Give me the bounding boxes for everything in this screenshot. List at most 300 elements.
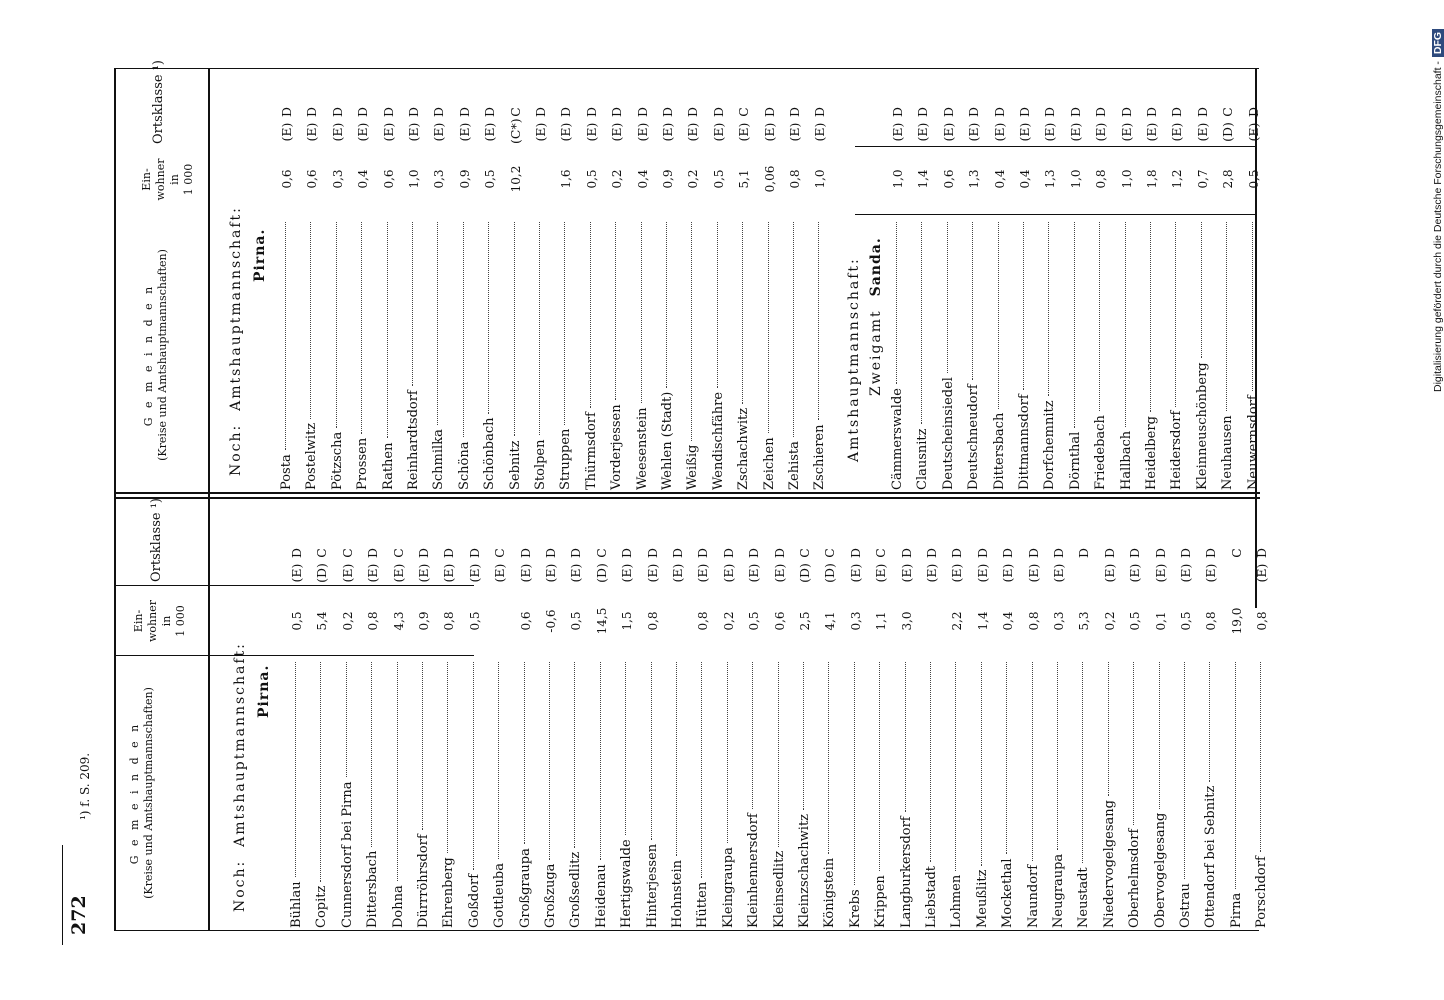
ortsklasse-bracket: (E) — [1169, 122, 1184, 142]
table-row — [734, 94, 754, 490]
table-row — [353, 94, 373, 490]
ortsklasse-bracket: (E) — [941, 122, 956, 142]
municipality-name: Kleinzschachwitz — [797, 813, 812, 928]
population-value: 0,5 — [290, 611, 304, 631]
ortsklasse-cell — [668, 545, 688, 585]
ortsklasse-bracket: (E) — [695, 563, 710, 583]
leader-dots — [488, 222, 489, 414]
leader-dots — [676, 662, 677, 856]
ortsklasse-value: C — [314, 548, 329, 558]
leader-dots — [422, 662, 423, 830]
ortsklasse-value: D — [660, 106, 675, 118]
municipality-name: Hallbach — [1119, 430, 1134, 490]
ortsklasse-cell — [389, 545, 409, 585]
population-value: 0,8 — [442, 611, 456, 631]
leader-dots — [793, 222, 794, 437]
municipality-name: Gottleuba — [492, 863, 507, 928]
leader-dots — [1260, 662, 1261, 852]
municipality-cell — [1074, 658, 1094, 928]
header-ortsklasse: Ortsklasse ¹) — [151, 59, 166, 144]
ortsklasse-value: D — [543, 547, 558, 559]
municipality-name: Heidersdorf — [1169, 410, 1184, 490]
table-row — [760, 94, 780, 490]
ortsklasse-value: D — [787, 106, 802, 118]
table-row — [795, 535, 815, 928]
municipality-cell — [888, 218, 908, 490]
municipality-cell — [1201, 658, 1221, 928]
ortsklasse-cell — [302, 104, 322, 144]
section-label: Amtshauptmannschaft: — [846, 257, 862, 462]
table-row — [643, 535, 663, 928]
ortsklasse-value: D — [890, 106, 905, 118]
population-value: 0,7 — [1196, 169, 1210, 189]
ortsklasse-cell — [683, 104, 703, 144]
footnote: ¹) f. S. 209. — [78, 752, 92, 820]
population-value: 1,4 — [916, 169, 930, 189]
ortsklasse-bracket: (E) — [1042, 122, 1057, 142]
leader-dots — [742, 222, 743, 404]
population-value: 0,5 — [1128, 611, 1142, 631]
ortsklasse-cell — [617, 545, 637, 585]
municipality-name: Wehlen (Stadt) — [660, 391, 675, 490]
ortsklasse-bracket: (E) — [279, 122, 294, 142]
leader-dots — [1150, 222, 1151, 412]
table-row — [302, 94, 322, 490]
ortsklasse-cell — [1151, 545, 1171, 585]
credit-text: Digitalisierung gefördert durch die Deutsche Forschungsgemeinschaft - — [1432, 61, 1444, 392]
ortsklasse-bracket: (E) — [1051, 563, 1066, 583]
leader-dots — [818, 222, 819, 421]
ortsklasse-value: D — [533, 106, 548, 118]
ortsklasse-value: D — [695, 547, 710, 559]
population-value: 0,8 — [1204, 611, 1218, 631]
table-row — [693, 535, 713, 928]
ortsklasse-bracket: (E) — [441, 563, 456, 583]
table-row — [1040, 94, 1060, 490]
municipality-cell — [913, 218, 933, 490]
ortsklasse-bracket: (E) — [1144, 122, 1159, 142]
municipality-cell — [353, 218, 373, 490]
ortsklasse-bracket: (E) — [568, 563, 583, 583]
leader-dots — [574, 662, 575, 848]
ortsklasse-cell — [531, 104, 551, 144]
ortsklasse-cell — [566, 545, 586, 585]
ortsklasse-cell — [1142, 104, 1162, 144]
municipality-name: Neuhausen — [1220, 415, 1235, 490]
municipality-name: Cunnersdorf bei Pirna — [340, 781, 355, 928]
leader-dots — [1133, 662, 1134, 825]
municipality-name: Mockethal — [1000, 858, 1015, 928]
municipality-name: Porschdorf — [1254, 856, 1269, 928]
ortsklasse-value: D — [584, 106, 599, 118]
population-value: 1,1 — [874, 611, 888, 631]
ortsklasse-value: D — [406, 106, 421, 118]
leader-dots — [905, 662, 906, 812]
ortsklasse-bracket: (D) — [797, 563, 812, 583]
ortsklasse-cell — [379, 104, 399, 144]
population-value: 1,3 — [1043, 169, 1057, 189]
leader-dots — [473, 662, 474, 870]
ortsklasse-value: D — [431, 106, 446, 118]
leader-dots — [600, 662, 601, 860]
leader-dots — [727, 662, 728, 843]
ortsklasse-bracket: (E) — [558, 122, 573, 142]
municipality-name: Deutschneudorf — [966, 384, 981, 490]
ortsklasse-value: D — [966, 106, 981, 118]
ortsklasse-value: D — [812, 106, 827, 118]
ortsklasse-bracket: (E) — [431, 122, 446, 142]
ortsklasse-bracket: (E) — [670, 563, 685, 583]
ortsklasse-value: D — [330, 106, 345, 118]
ortsklasse-bracket: (E) — [721, 563, 736, 583]
ortsklasse-value: D — [482, 106, 497, 118]
leader-dots — [524, 662, 525, 844]
leader-dots — [854, 662, 855, 885]
leader-dots — [717, 222, 718, 388]
leader-dots — [701, 662, 702, 878]
ortsklasse-bracket: (E) — [492, 563, 507, 583]
leader-dots — [387, 222, 388, 439]
municipality-cell — [363, 658, 383, 928]
population-value: 0,6 — [773, 611, 787, 631]
ortsklasse-value: D — [975, 547, 990, 559]
municipality-name: Obervogelgesang — [1153, 812, 1168, 928]
table-row — [1218, 94, 1238, 490]
municipality-cell — [531, 218, 551, 490]
population-value: 0,5 — [569, 611, 583, 631]
ortsklasse-bracket: (E) — [762, 122, 777, 142]
leader-dots — [930, 662, 931, 862]
population-value: 0,6 — [280, 169, 294, 189]
municipality-name: Zehista — [787, 441, 802, 490]
leader-dots — [1074, 222, 1075, 428]
municipality-name: Hertigswalde — [619, 839, 634, 928]
table-row — [1167, 94, 1187, 490]
ortsklasse-cell — [1218, 104, 1238, 144]
population-value: 0,4 — [993, 169, 1007, 189]
ortsklasse-cell — [556, 104, 576, 144]
municipality-name: Neuwernsdorf — [1246, 395, 1261, 490]
municipality-name: Zeichen — [762, 437, 777, 490]
ortsklasse-cell — [897, 545, 917, 585]
leader-dots — [1226, 222, 1227, 411]
header-einwohner: Ein- wohner in 1 000 — [132, 600, 187, 642]
municipality-name: Kleinneuschönberg — [1195, 362, 1210, 490]
municipality-cell — [947, 658, 967, 928]
ortsklasse-cell — [795, 545, 815, 585]
population-value: 0,2 — [722, 611, 736, 631]
leader-dots — [1252, 222, 1253, 391]
population-value: 4,3 — [392, 611, 406, 631]
ortsklasse-bracket: (E) — [457, 122, 472, 142]
municipality-cell — [633, 218, 653, 490]
table-border-left — [114, 68, 116, 930]
population-value: 0,8 — [1094, 169, 1108, 189]
municipality-name: Großgraupa — [518, 848, 533, 928]
municipality-name: Dittersbach — [365, 850, 380, 928]
ortsklasse-bracket: (D) — [1220, 122, 1235, 142]
table-row — [1151, 535, 1171, 928]
header-gemeinden: G e m e i n d e n (Kreise und Amtshauptmannschaften) — [142, 249, 169, 461]
municipality-cell — [998, 658, 1018, 928]
ortsklasse-bracket: (E) — [1000, 563, 1015, 583]
ortsklasse-cell — [820, 545, 840, 585]
population-value: 0,8 — [696, 611, 710, 631]
municipality-cell — [770, 658, 790, 928]
municipality-name: Meußlitz — [975, 869, 990, 928]
leader-dots — [549, 662, 550, 860]
municipality-name: Bühlau — [289, 881, 304, 928]
municipality-cell — [516, 658, 536, 928]
leader-dots — [285, 222, 286, 450]
municipality-name: Stolpen — [533, 439, 548, 490]
leader-dots — [397, 662, 398, 881]
ortsklasse-bracket: (D) — [594, 563, 609, 583]
population-value: 1,2 — [1170, 169, 1184, 189]
ortsklasse-cell — [1074, 545, 1094, 585]
municipality-cell — [1066, 218, 1086, 490]
leader-dots — [1209, 662, 1210, 782]
ortsklasse-value: D — [289, 547, 304, 559]
ortsklasse-cell — [582, 104, 602, 144]
municipality-name: Goßdorf — [467, 873, 482, 928]
municipality-cell — [1024, 658, 1044, 928]
leader-dots — [1082, 662, 1083, 863]
ortsklasse-value: D — [441, 547, 456, 559]
header-ortsklasse: Ortsklasse ¹) — [149, 498, 164, 583]
population-value: 0,4 — [356, 169, 370, 189]
municipality-cell — [1015, 218, 1035, 490]
ortsklasse-cell — [734, 104, 754, 144]
leader-dots — [463, 222, 464, 437]
ortsklasse-value: D — [467, 547, 482, 559]
table-row — [287, 535, 307, 928]
leader-dots — [371, 662, 372, 847]
municipality-cell — [302, 218, 322, 490]
header-rule-left — [208, 68, 210, 930]
population-value: 1,4 — [976, 611, 990, 631]
ortsklasse-cell — [516, 545, 536, 585]
ortsklasse-value: C — [492, 548, 507, 558]
leader-dots — [896, 222, 897, 384]
ortsklasse-value: D — [949, 547, 964, 559]
leader-dots — [1159, 662, 1160, 809]
municipality-cell — [785, 218, 805, 490]
ortsklasse-bracket: (D) — [314, 563, 329, 583]
municipality-cell — [820, 658, 840, 928]
municipality-name: Krebs — [848, 889, 863, 928]
table-row — [516, 535, 536, 928]
municipality-cell — [592, 658, 612, 928]
ortsklasse-bracket: (E) — [1246, 122, 1261, 142]
ortsklasse-value: D — [772, 547, 787, 559]
ortsklasse-value: D — [1119, 106, 1134, 118]
table-row — [1091, 94, 1111, 490]
table-row — [592, 535, 612, 928]
ortsklasse-cell — [846, 545, 866, 585]
population-value — [922, 588, 942, 654]
ortsklasse-value: C — [1229, 548, 1244, 558]
ortsklasse-cell — [277, 104, 297, 144]
leader-dots — [651, 662, 652, 840]
leader-dots — [447, 662, 448, 853]
ortsklasse-value: D — [381, 106, 396, 118]
ortsklasse-cell — [770, 545, 790, 585]
ortsklasse-value: D — [635, 106, 650, 118]
table-row — [1100, 535, 1120, 928]
table-row — [939, 94, 959, 490]
ortsklasse-bracket: (E) — [812, 122, 827, 142]
municipality-cell — [277, 218, 297, 490]
table-row — [683, 94, 703, 490]
ortsklasse-bracket: (E) — [1254, 563, 1269, 583]
municipality-cell — [643, 658, 663, 928]
population-value: 0,8 — [788, 169, 802, 189]
ortsklasse-value: D — [645, 547, 660, 559]
municipality-cell — [465, 658, 485, 928]
municipality-cell — [379, 218, 399, 490]
population-value: 1,0 — [1120, 169, 1134, 189]
leader-dots — [1006, 662, 1007, 855]
municipality-name: Weesenstein — [635, 407, 650, 490]
table-row — [617, 535, 637, 928]
table-row — [1125, 535, 1145, 928]
ortsklasse-value: D — [1144, 106, 1159, 118]
municipality-name: Schmilka — [431, 429, 446, 490]
ortsklasse-value: D — [762, 106, 777, 118]
municipality-cell — [744, 658, 764, 928]
ortsklasse-bracket: (E) — [660, 122, 675, 142]
ortsklasse-cell — [973, 545, 993, 585]
ortsklasse-bracket: (E) — [355, 122, 370, 142]
ortsklasse-cell — [1193, 104, 1213, 144]
ortsklasse-cell — [1252, 545, 1272, 585]
municipality-cell — [1100, 658, 1120, 928]
population-value: 4,1 — [823, 611, 837, 631]
ortsklasse-bracket: (E) — [899, 563, 914, 583]
table-row — [1117, 94, 1137, 490]
municipality-name: Copitz — [314, 885, 329, 928]
ortsklasse-cell — [480, 104, 500, 144]
ortsklasse-cell — [1066, 104, 1086, 144]
municipality-cell — [973, 658, 993, 928]
population-value: 0,5 — [483, 169, 497, 189]
municipality-name: Wendischfähre — [711, 391, 726, 490]
ortsklasse-bracket: (E) — [1119, 122, 1134, 142]
municipality-cell — [795, 658, 815, 928]
ortsklasse-bracket: (E) — [1026, 563, 1041, 583]
table-row — [389, 535, 409, 928]
ortsklasse-value: C — [340, 548, 355, 558]
municipality-cell — [734, 218, 754, 490]
population-value: 14,5 — [595, 607, 609, 635]
population-value: 19,0 — [1230, 607, 1244, 635]
section-label: Pirna. — [256, 664, 272, 718]
table-row — [439, 535, 459, 928]
ortsklasse-cell — [1049, 545, 1069, 585]
ortsklasse-value: C — [1220, 107, 1235, 117]
population-value: 0,8 — [1027, 611, 1041, 631]
population-value: 5,3 — [1077, 611, 1091, 631]
ortsklasse-value: D — [685, 106, 700, 118]
municipality-name: Hütten — [695, 881, 710, 928]
municipality-cell — [607, 218, 627, 490]
ortsklasse-value: D — [1042, 106, 1057, 118]
leader-dots — [361, 222, 362, 434]
population-value: 5,4 — [315, 611, 329, 631]
municipality-name: Lohmen — [949, 874, 964, 928]
ortsklasse-cell — [633, 104, 653, 144]
table-row — [1252, 535, 1272, 928]
ortsklasse-bracket: (E) — [1203, 563, 1218, 583]
leader-dots — [1125, 222, 1126, 427]
population-value: 0,6 — [305, 169, 319, 189]
leader-dots — [514, 222, 515, 436]
municipality-name: Friedebach — [1093, 415, 1108, 490]
municipality-name: Pirna — [1229, 892, 1244, 928]
ortsklasse-value: D — [568, 547, 583, 559]
municipality-cell — [871, 658, 891, 928]
ortsklasse-value: D — [924, 547, 939, 559]
municipality-cell — [490, 658, 510, 928]
municipality-cell — [582, 218, 602, 490]
ortsklasse-bracket: (E) — [416, 563, 431, 583]
population-value: 0,2 — [686, 169, 700, 189]
leader-dots — [1048, 222, 1049, 396]
ortsklasse-value: C — [736, 107, 751, 117]
ortsklasse-cell — [643, 545, 663, 585]
municipality-cell — [760, 218, 780, 490]
leader-dots — [1201, 222, 1202, 358]
ortsklasse-value: D — [457, 106, 472, 118]
population-value: 0,5 — [468, 611, 482, 631]
leader-dots — [437, 222, 438, 425]
ortsklasse-cell — [1227, 545, 1247, 585]
table-row — [658, 94, 678, 490]
municipality-name: Großsedlitz — [568, 851, 583, 928]
ortsklasse-value: C — [797, 548, 812, 558]
ortsklasse-value: C — [873, 548, 888, 558]
ortsklasse-bracket: (E) — [1178, 563, 1193, 583]
table-row — [1066, 94, 1086, 490]
ortsklasse-value: D — [279, 106, 294, 118]
ortsklasse-bracket: (E) — [890, 122, 905, 142]
municipality-cell — [1091, 218, 1111, 490]
ortsklasse-value: D — [1093, 106, 1108, 118]
ortsklasse-cell — [871, 545, 891, 585]
municipality-name: Neugraupa — [1051, 853, 1066, 928]
ortsklasse-cell — [719, 545, 739, 585]
ortsklasse-cell — [506, 104, 526, 144]
ortsklasse-cell — [592, 545, 612, 585]
population-value: 1,0 — [407, 169, 421, 189]
ortsklasse-bracket: (E) — [746, 563, 761, 583]
ortsklasse-cell — [709, 104, 729, 144]
ortsklasse-bracket: (E) — [787, 122, 802, 142]
municipality-cell — [964, 218, 984, 490]
leader-dots — [691, 222, 692, 441]
ortsklasse-cell — [888, 104, 908, 144]
municipality-name: Thürmsdorf — [584, 412, 599, 490]
municipality-name: Prossen — [355, 437, 370, 490]
ortsklasse-value: D — [1017, 106, 1032, 118]
table-row — [668, 535, 688, 928]
ortsklasse-bracket: (E) — [1068, 122, 1083, 142]
leader-dots — [641, 222, 642, 403]
municipality-cell — [1167, 218, 1187, 490]
ortsklasse-value: C — [391, 548, 406, 558]
population-value: 0,06 — [763, 165, 777, 193]
